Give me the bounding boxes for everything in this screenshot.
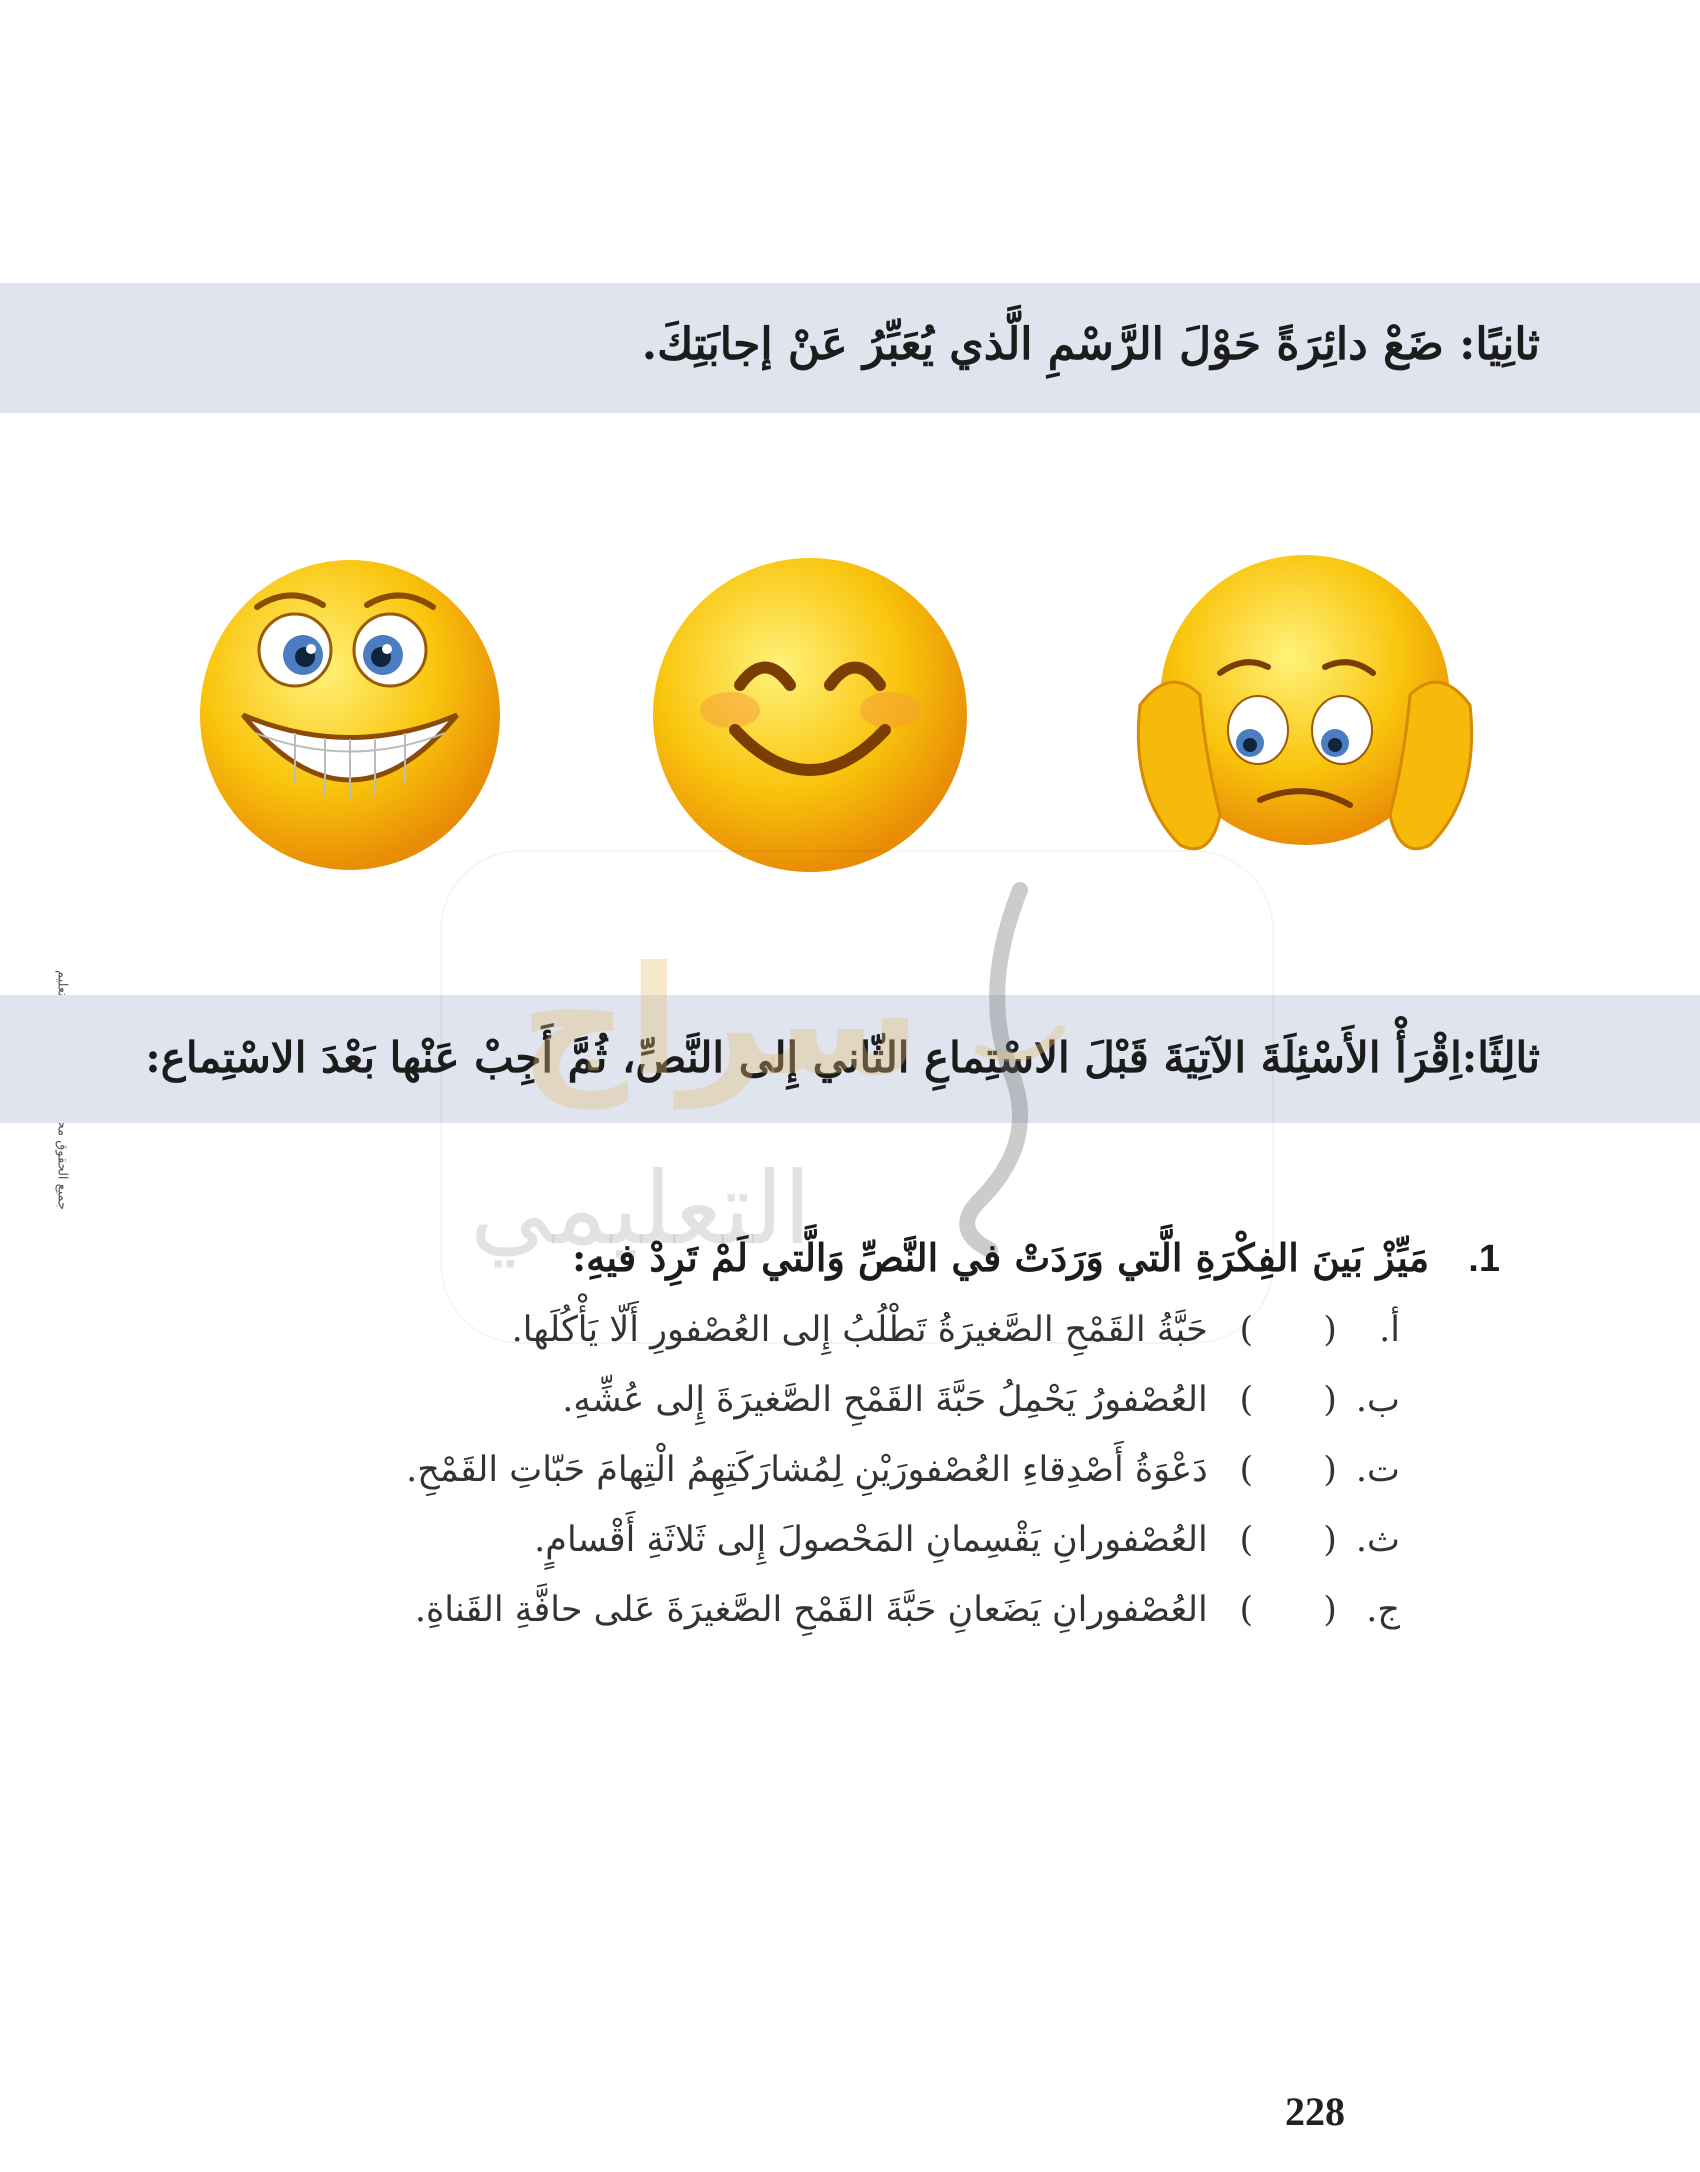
option-item[interactable] bbox=[512, 1310, 1400, 1350]
worried-face-icon[interactable] bbox=[1110, 555, 1500, 875]
option-letter: ب. bbox=[1355, 1380, 1400, 1420]
section-three-heading: ثالِثًا:اِقْرَأْ الأَسْئِلَةَ الآتِيَةَ قَبْلَ الاسْتِماعِ الثّاني إِلى النَّصِّ، ثُمَّ أَجِبْ عَنْها بَعْدَ الاسْتِماع: bbox=[145, 1033, 1540, 1082]
section-two-heading: ثانِيًا: ضَعْ دائِرَةً حَوْلَ الرَّسْمِ الَّذي يُعَبِّرُ عَنْ إجابَتِكَ. bbox=[641, 319, 1540, 370]
option-item[interactable] bbox=[534, 1520, 1400, 1560]
answer-blank[interactable]: () bbox=[1239, 1310, 1337, 1350]
option-text: العُصْفورانِ يَضَعانِ حَبَّةَ القَمْحِ الصَّغيرَةَ عَلى حافَّةِ القَناةِ. bbox=[414, 1590, 1208, 1630]
option-item[interactable] bbox=[415, 1590, 1400, 1630]
option-item[interactable] bbox=[406, 1450, 1400, 1490]
option-letter: أ. bbox=[1379, 1310, 1400, 1350]
section-two-band bbox=[0, 283, 1700, 413]
grinning-face-icon[interactable] bbox=[195, 555, 505, 875]
option-letter: ث. bbox=[1355, 1520, 1400, 1560]
page-number: 228 bbox=[1285, 2089, 1345, 2134]
option-letter: ت. bbox=[1355, 1450, 1400, 1490]
option-letter: ج. bbox=[1366, 1590, 1400, 1630]
watermark-subtitle: التعليمي bbox=[470, 1150, 812, 1267]
question-1 bbox=[572, 1235, 1500, 1281]
answer-blank[interactable]: () bbox=[1239, 1590, 1337, 1630]
answer-blank[interactable]: () bbox=[1239, 1520, 1337, 1560]
question-number: 1. bbox=[1468, 1238, 1500, 1280]
option-text: العُصْفورانِ يَقْسِمانِ المَحْصولَ إِلى ثَلاثَةِ أَقْسامٍ. bbox=[534, 1520, 1208, 1560]
answer-blank[interactable]: () bbox=[1239, 1380, 1337, 1420]
option-text: حَبَّةُ القَمْحِ الصَّغيرَةُ تَطْلُبُ إِلى العُصْفورِ أَلّا يَأْكُلَها. bbox=[511, 1310, 1208, 1350]
option-text: العُصْفورُ يَحْمِلُ حَبَّةَ القَمْحِ الصَّغيرَةَ إِلى عُشِّهِ. bbox=[562, 1380, 1208, 1420]
question-text: مَيِّزْ بَينَ الفِكْرَةِ الَّتي وَرَدَتْ في النَّصِّ وَالَّتي لَمْ تَرِدْ فيهِ: bbox=[572, 1235, 1430, 1280]
watermark-brand: سراج bbox=[520, 935, 921, 1109]
answer-blank[interactable]: () bbox=[1239, 1450, 1337, 1490]
section-three-band bbox=[0, 995, 1700, 1123]
option-text: دَعْوَةُ أَصْدِقاءِ العُصْفورَيْنِ لِمُشارَكَتِهِمُ الْتِهامَ حَبّاتِ القَمْحِ. bbox=[406, 1450, 1208, 1490]
option-item[interactable] bbox=[562, 1380, 1400, 1420]
smiling-face-icon[interactable] bbox=[645, 555, 975, 875]
